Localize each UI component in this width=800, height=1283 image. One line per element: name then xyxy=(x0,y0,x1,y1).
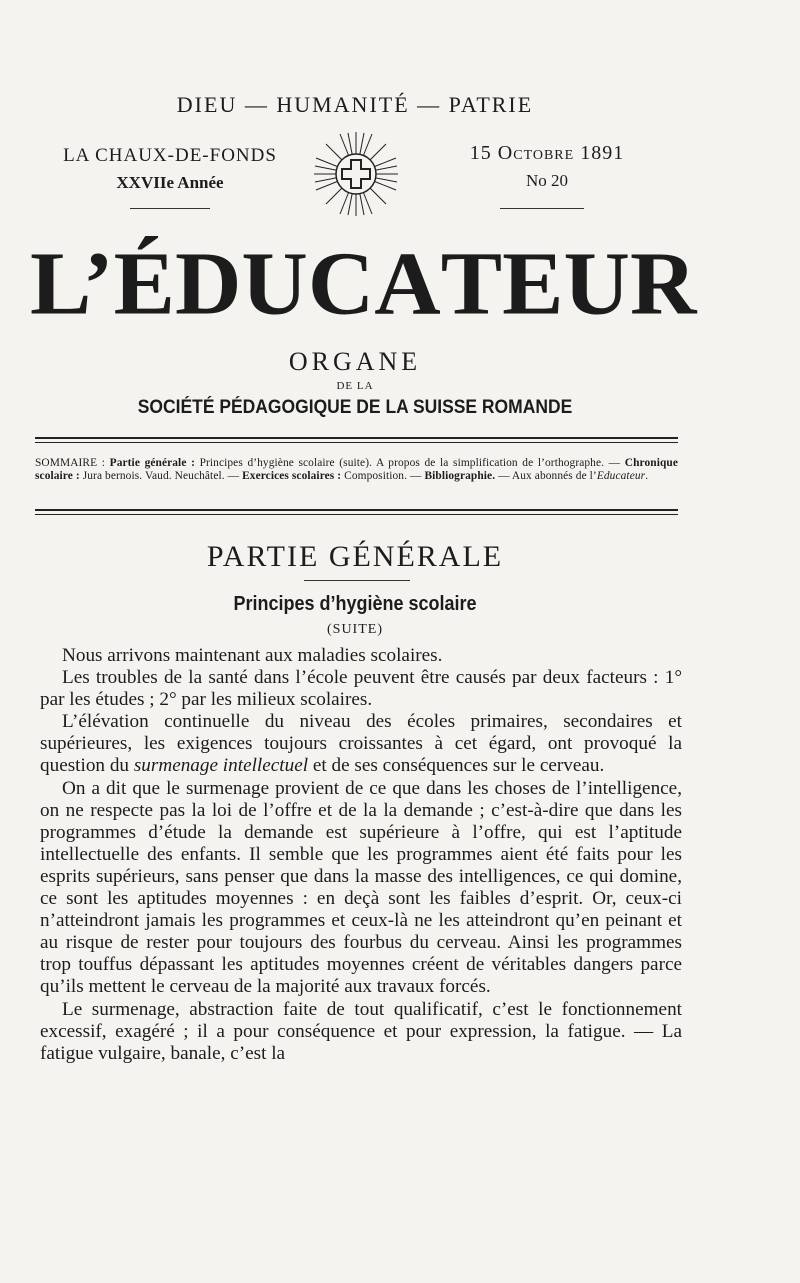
sommaire-part-label: Bibliographie. xyxy=(424,469,496,482)
sommaire-text: Jura bernois. Vaud. Neuchâtel. — xyxy=(82,469,240,482)
city: LA CHAUX-DE-FONDS xyxy=(63,145,277,166)
sommaire-text: . xyxy=(645,469,649,482)
divider xyxy=(130,208,210,209)
issue-number: No 20 xyxy=(525,171,569,190)
society-name: SOCIÉTÉ PÉDAGOGIQUE DE LA SUISSE ROMANDE xyxy=(137,397,573,418)
paragraph-text: L’élévation continuelle du niveau des écoles primaires, secondaires et supérieures, les exigences toujours croissantes à cet égard, ont provoqué la question du xyxy=(40,711,682,777)
sommaire-italic: Educateur xyxy=(596,469,646,482)
masthead-letter: É xyxy=(113,233,175,333)
divider xyxy=(304,580,410,581)
double-rule xyxy=(35,437,678,443)
article-body xyxy=(40,645,682,1065)
paragraph: Les troubles de la santé dans l’école peuvent être causés par deux facteurs : 1° par les études ; 2° par les milieux scolaires. xyxy=(40,667,682,711)
section-title: PARTIE GÉNÉRALE xyxy=(206,540,504,573)
motto: DIEU — HUMANITÉ — PATRIE xyxy=(176,92,534,117)
sommaire-label: SOMMAIRE : xyxy=(35,457,106,469)
swiss-cross-sunburst-icon xyxy=(312,130,400,218)
masthead-letter: E xyxy=(502,233,564,333)
sommaire-part-label: Chronique scolaire : xyxy=(35,457,678,482)
masthead-letter: U xyxy=(563,233,630,333)
paragraph-italic: surmenage intellectuel xyxy=(133,755,309,777)
issue-date: 15 Octobre 1891 xyxy=(469,142,625,164)
masthead-letter: D xyxy=(174,233,242,333)
sommaire-text: Principes d’hygiène scolaire (suite). A propos de la simplification de l’orthographe. — xyxy=(199,457,621,469)
paragraph: Nous arrivons maintenant aux maladies scolaires. xyxy=(62,645,443,666)
masthead-letter: T xyxy=(440,233,503,333)
sommaire-text: — Aux abonnés de l’ xyxy=(498,469,597,482)
sommaire-part-label: Partie générale : xyxy=(109,457,195,469)
double-rule xyxy=(35,509,678,515)
masthead-title xyxy=(30,233,697,333)
masthead-letter: L’ xyxy=(30,233,114,333)
paragraph-text: et de ses conséquences sur le cerveau. xyxy=(308,755,605,777)
masthead-letter: U xyxy=(241,233,308,333)
de-la-label: DE LA xyxy=(336,380,374,392)
year: XXVIIe Année xyxy=(116,173,224,192)
sommaire xyxy=(35,457,678,482)
paragraph: On a dit que le surmenage provient de ce que dans les choses de l’intelligence, on ne respecte pas la loi de l’offre et de la la demande ; c’est-à-dire que dans les programmes d’étude la demande est supérieure à l’offre, qui est l’aptitude intellectuelle des enfants. Il semble que les programmes aient été faits pour les esprits supérieurs, sans penser que dans la masse des intelligences, ce qui domine, ce sont les aptitudes moyennes : en deçà sont les faibles d’esprit. Or, ceux-ci n’atteindront jamais les programmes et ceux-là ne les atteindront qu’en peinant et au risque de rester pour toujours des fourbus du cerveau. Ainsi les programmes trop touffus dépassant les aptitudes moyennes créent de véritables dangers parce qu’ils mettent le cerveau de la majorité aux travaux forcés. xyxy=(40,777,682,998)
sommaire-part-label: Exercices scolaires : xyxy=(242,469,342,482)
masthead-letter: C xyxy=(307,233,375,333)
masthead-letter: A xyxy=(374,233,441,333)
article-title: Principes d’hygiène scolaire xyxy=(233,593,477,615)
masthead-letter: R xyxy=(629,233,697,333)
divider xyxy=(500,208,584,209)
header-left xyxy=(60,145,280,193)
organe-label: ORGANE xyxy=(288,347,422,376)
paragraph xyxy=(40,711,682,777)
header-right xyxy=(452,142,642,191)
article-suite: (SUITE) xyxy=(327,622,383,637)
sommaire-text: Composition. — xyxy=(344,469,422,482)
paragraph: Le surmenage, abstraction faite de tout qualificatif, c’est le fonctionnement excessif, exagéré ; il a pour conséquence et pour expression, la fatigue. — La fatigue vulgaire, banale, c’est la xyxy=(40,998,682,1064)
